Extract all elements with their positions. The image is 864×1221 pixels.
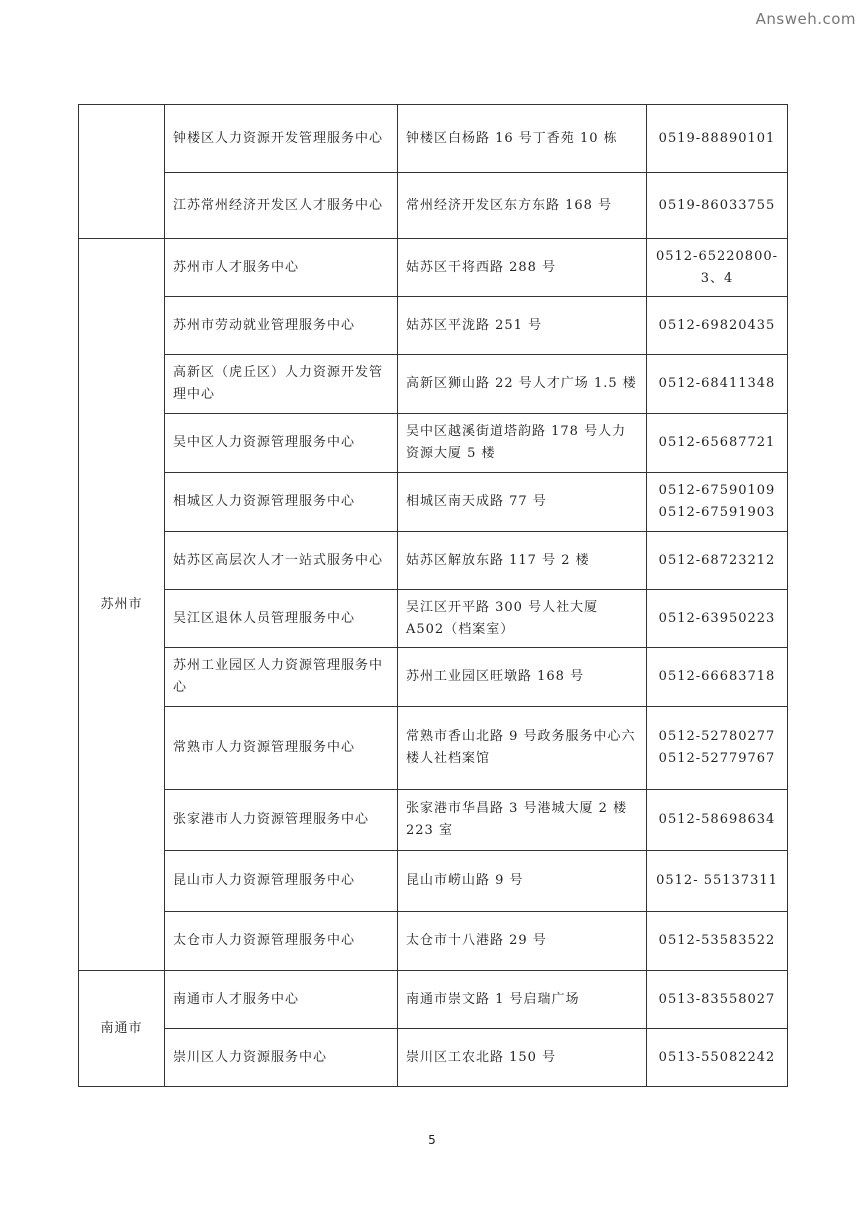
address-cell: 钟楼区白杨路 16 号丁香苑 10 栋 bbox=[398, 105, 647, 173]
table-row bbox=[79, 912, 788, 971]
address-cell: 相城区南天成路 77 号 bbox=[398, 473, 647, 532]
name-cell: 昆山市人力资源管理服务中心 bbox=[165, 851, 398, 912]
phone-cell: 0512-69820435 bbox=[647, 297, 788, 355]
table-row bbox=[79, 355, 788, 414]
phone-cell: 0512- 55137311 bbox=[647, 851, 788, 912]
name-cell: 太仓市人力资源管理服务中心 bbox=[165, 912, 398, 971]
address-cell: 常州经济开发区东方东路 168 号 bbox=[398, 173, 647, 239]
table-row bbox=[79, 590, 788, 648]
name-cell: 南通市人才服务中心 bbox=[165, 971, 398, 1029]
address-cell: 姑苏区平泷路 251 号 bbox=[398, 297, 647, 355]
address-cell: 南通市崇文路 1 号启瑞广场 bbox=[398, 971, 647, 1029]
table-row bbox=[79, 473, 788, 532]
phone-cell: 0513-83558027 bbox=[647, 971, 788, 1029]
address-cell: 太仓市十八港路 29 号 bbox=[398, 912, 647, 971]
address-cell: 苏州工业园区旺墩路 168 号 bbox=[398, 648, 647, 707]
table-body bbox=[79, 105, 788, 1087]
address-cell: 崇川区工农北路 150 号 bbox=[398, 1029, 647, 1087]
name-cell: 吴江区退休人员管理服务中心 bbox=[165, 590, 398, 648]
name-cell: 钟楼区人力资源开发管理服务中心 bbox=[165, 105, 398, 173]
table-row bbox=[79, 1029, 788, 1087]
phone-cell: 0519-88890101 bbox=[647, 105, 788, 173]
table-row bbox=[79, 173, 788, 239]
watermark: Answeh.com bbox=[755, 10, 856, 28]
phone-cell: 0512-58698634 bbox=[647, 790, 788, 851]
phone-cell: 0512-67590109 0512-67591903 bbox=[647, 473, 788, 532]
phone-cell: 0512-68411348 bbox=[647, 355, 788, 414]
phone-cell: 0512-53583522 bbox=[647, 912, 788, 971]
phone-cell: 0513-55082242 bbox=[647, 1029, 788, 1087]
address-cell: 吴中区越溪街道塔韵路 178 号人力资源大厦 5 楼 bbox=[398, 414, 647, 473]
name-cell: 苏州工业园区人力资源管理服务中心 bbox=[165, 648, 398, 707]
name-cell: 常熟市人力资源管理服务中心 bbox=[165, 707, 398, 790]
table-row bbox=[79, 971, 788, 1029]
address-cell: 昆山市崂山路 9 号 bbox=[398, 851, 647, 912]
page-number: 5 bbox=[428, 1133, 436, 1147]
city-cell bbox=[79, 105, 165, 239]
phone-cell: 0512-68723212 bbox=[647, 532, 788, 590]
name-cell: 高新区（虎丘区）人力资源开发管理中心 bbox=[165, 355, 398, 414]
name-cell: 张家港市人力资源管理服务中心 bbox=[165, 790, 398, 851]
table-row bbox=[79, 297, 788, 355]
table-row bbox=[79, 707, 788, 790]
phone-cell: 0512-66683718 bbox=[647, 648, 788, 707]
phone-cell: 0512-65220800-3、4 bbox=[647, 239, 788, 297]
table-row bbox=[79, 851, 788, 912]
table-row bbox=[79, 532, 788, 590]
name-cell: 江苏常州经济开发区人才服务中心 bbox=[165, 173, 398, 239]
address-cell: 姑苏区解放东路 117 号 2 楼 bbox=[398, 532, 647, 590]
table-row bbox=[79, 790, 788, 851]
name-cell: 姑苏区高层次人才一站式服务中心 bbox=[165, 532, 398, 590]
address-cell: 常熟市香山北路 9 号政务服务中心六楼人社档案馆 bbox=[398, 707, 647, 790]
address-cell: 高新区狮山路 22 号人才广场 1.5 楼 bbox=[398, 355, 647, 414]
table-row bbox=[79, 414, 788, 473]
address-cell: 姑苏区干将西路 288 号 bbox=[398, 239, 647, 297]
phone-cell: 0512-63950223 bbox=[647, 590, 788, 648]
city-cell: 苏州市 bbox=[79, 239, 165, 971]
address-cell: 吴江区开平路 300 号人社大厦 A502（档案室） bbox=[398, 590, 647, 648]
phone-cell: 0519-86033755 bbox=[647, 173, 788, 239]
name-cell: 崇川区人力资源服务中心 bbox=[165, 1029, 398, 1087]
table-row bbox=[79, 648, 788, 707]
name-cell: 相城区人力资源管理服务中心 bbox=[165, 473, 398, 532]
name-cell: 吴中区人力资源管理服务中心 bbox=[165, 414, 398, 473]
hr-service-directory-table bbox=[78, 104, 788, 1087]
name-cell: 苏州市人才服务中心 bbox=[165, 239, 398, 297]
table-row bbox=[79, 105, 788, 173]
table-row bbox=[79, 239, 788, 297]
phone-cell: 0512-52780277 0512-52779767 bbox=[647, 707, 788, 790]
address-cell: 张家港市华昌路 3 号港城大厦 2 楼 223 室 bbox=[398, 790, 647, 851]
name-cell: 苏州市劳动就业管理服务中心 bbox=[165, 297, 398, 355]
phone-cell: 0512-65687721 bbox=[647, 414, 788, 473]
city-cell: 南通市 bbox=[79, 971, 165, 1087]
